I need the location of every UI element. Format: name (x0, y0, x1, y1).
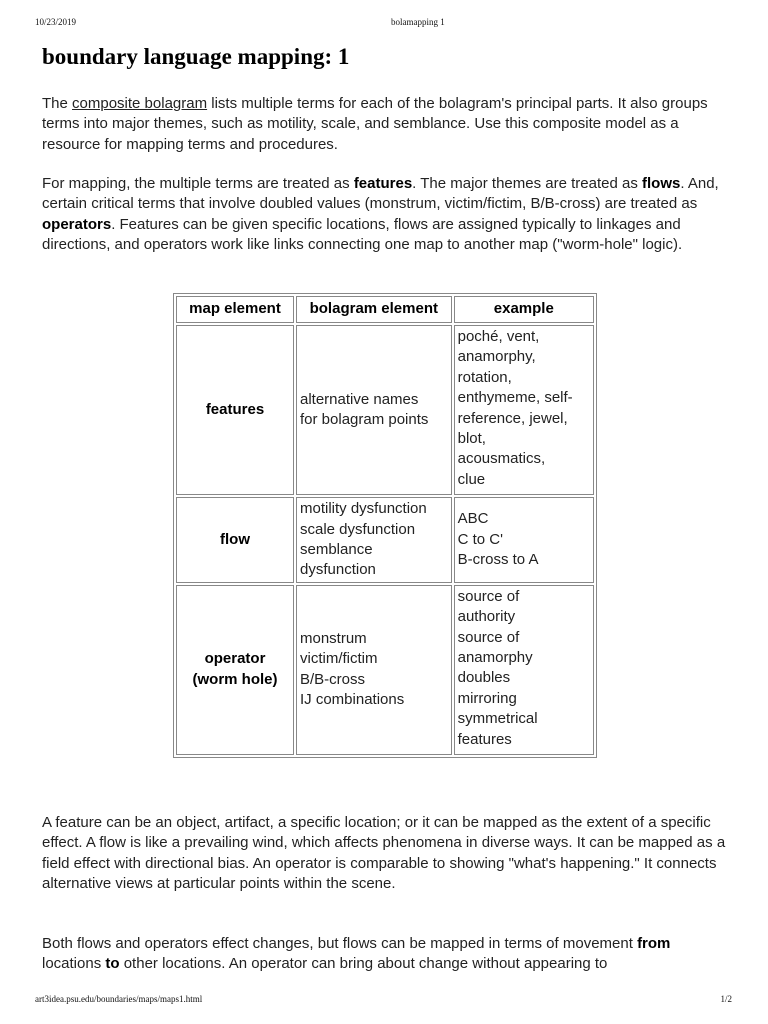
feature-flow-operator-paragraph: A feature can be an object, artifact, a specific location; or it can be mapped as the extent of a specific effect. A flow is like a prevailing wind, which affects phenomena in diverse ways. It can be mapped as a field effect with directional bias. An operator is comparable to showing "what's happening." It connects alternative views at particular points within the scene. (42, 814, 726, 893)
print-page-number: 1/2 (720, 994, 732, 1004)
mapping-table (173, 293, 597, 758)
cell-map-element: features (176, 325, 294, 495)
features-term: features (353, 175, 413, 192)
cell-map-element: flow (176, 497, 294, 583)
cell-example: poché, vent, anamorphy, rotation, enthymeme, self- reference, jewel, blot, acousmatics, clue (454, 325, 594, 495)
table-header-row (176, 296, 594, 323)
print-page-title: bolamapping 1 (391, 17, 445, 27)
mapping-paragraph: For mapping, the multiple terms are treated as features. The major themes are treated as flows. And, certain critical terms that involve doubled values (monstrum, victim/fictim, B/B-cross) are treated as operators. Features can be given specific locations, flows are assigned typically to linkages and directions, and operators work like links connecting one map to another map ("worm-hole" logic). (42, 175, 719, 254)
table-row-features (176, 325, 594, 495)
cell-bolagram-element: monstrum victim/fictim B/B-cross IJ combinations (296, 585, 452, 755)
intro-paragraph: The composite bolagram lists multiple terms for each of the bolagram's principal parts. It also groups terms into major themes, such as motility, scale, and semblance. Use this composite model as a resource for mapping terms and procedures. (42, 95, 708, 153)
flows-term: flows (642, 175, 681, 192)
header-example: example (454, 296, 594, 323)
header-bolagram-element: bolagram element (296, 296, 452, 323)
from-term: from (637, 935, 671, 952)
print-date: 10/23/2019 (35, 17, 77, 27)
composite-bolagram-link[interactable]: composite bolagram (72, 95, 208, 112)
table-row-flow (176, 497, 594, 583)
cell-bolagram-element: motility dysfunction scale dysfunction semblance dysfunction (296, 497, 452, 583)
to-term: to (105, 955, 120, 973)
operators-term: operators (42, 215, 112, 233)
cell-bolagram-element: alternative names for bolagram points (296, 325, 452, 495)
cell-map-element: operator (worm hole) (176, 585, 294, 755)
header-map-element: map element (176, 296, 294, 323)
cell-example: ABC C to C' B-cross to A (454, 497, 594, 583)
flows-operators-paragraph: Both flows and operators effect changes, but flows can be mapped in terms of movement from locations to other locations. An operator can bring about change without appearing to (42, 935, 671, 973)
table-row-operator (176, 585, 594, 755)
page-title: boundary language mapping: 1 (42, 44, 350, 69)
print-url: art3idea.psu.edu/boundaries/maps/maps1.html (35, 994, 203, 1004)
cell-example: source of authority source of anamorphy doubles mirroring symmetrical features (454, 585, 594, 755)
